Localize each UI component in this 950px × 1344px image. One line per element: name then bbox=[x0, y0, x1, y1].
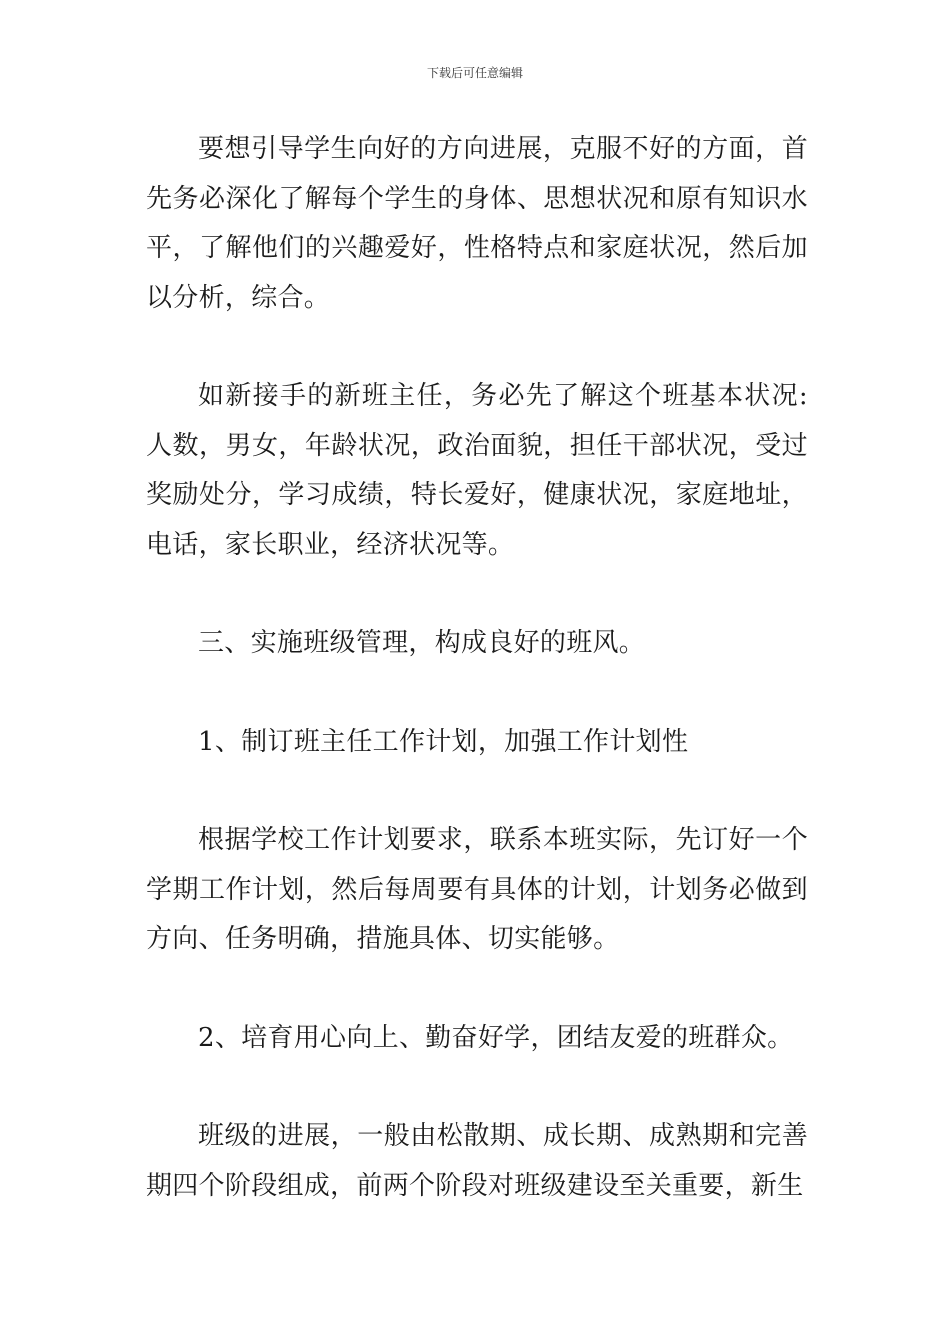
subheading-work-plan: 1、制订班主任工作计划，加强工作计划性 bbox=[198, 726, 689, 757]
paragraph-understand-students: 要想引导学生向好的方向进展，克服不好的方面，首先务必深化了解每个学生的身体、思想状况和原有知识水平，了解他们的兴趣爱好，性格特点和家庭状况，然后加以分析，综合。 bbox=[146, 134, 808, 313]
section-heading-class-management: 三、实施班级管理，构成良好的班风。 bbox=[198, 628, 646, 658]
document-body bbox=[146, 125, 808, 1211]
paragraph-class-development: 班级的进展，一般由松散期、成长期、成熟期和完善期四个阶段组成，前两个阶段对班级建设至关重要，新生 bbox=[146, 1121, 808, 1201]
page-header: 下载后可任意编辑 bbox=[426, 66, 523, 80]
paragraph-work-plan: 根据学校工作计划要求，联系本班实际，先订好一个学期工作计划，然后每周要有具体的计划，计划务必做到方向、任务明确，措施具体、切实能够。 bbox=[146, 825, 808, 954]
paragraph-new-class-teacher: 如新接手的新班主任，务必先了解这个班基本状况:人数，男女，年龄状况，政治面貌，担任干部状况，受过奖励处分，学习成绩，特长爱好，健康状况，家庭地址，电话，家长职业，经济状况等。 bbox=[146, 381, 808, 560]
subheading-class-collective: 2、培育用心向上、勤奋好学，团结友爱的班群众。 bbox=[198, 1022, 794, 1053]
